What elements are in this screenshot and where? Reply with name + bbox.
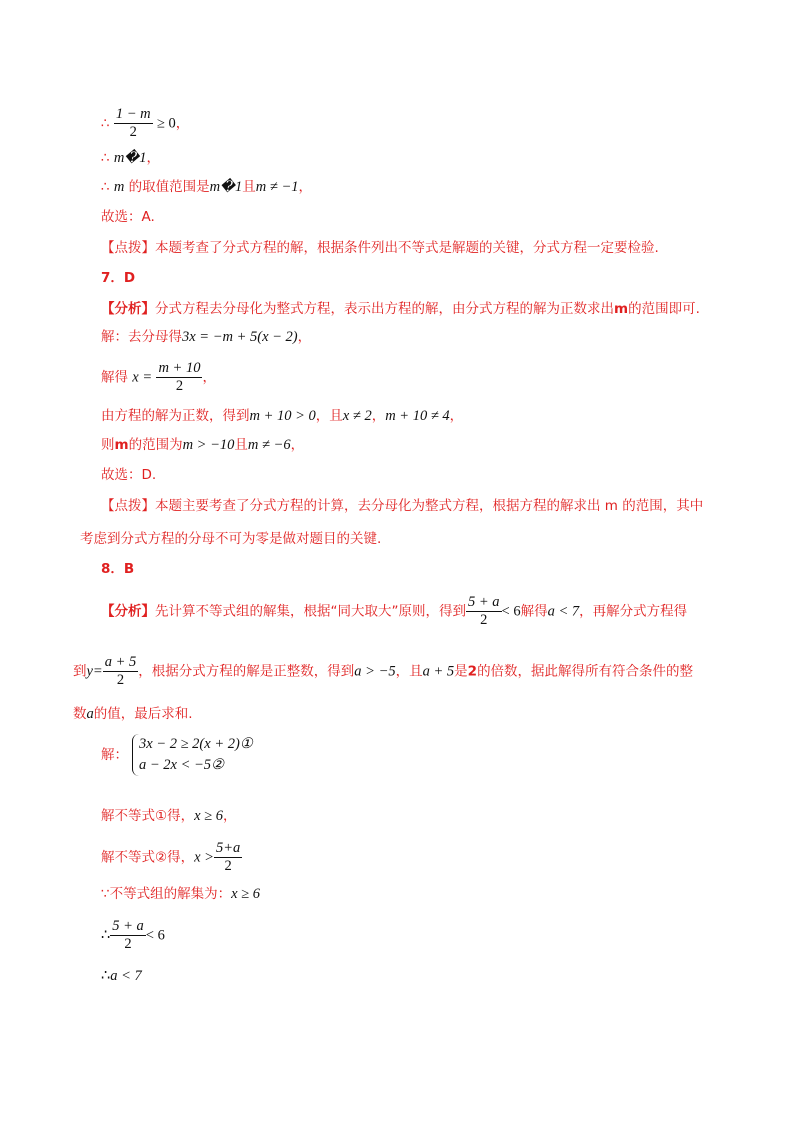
text: 是 <box>454 663 468 680</box>
fraction-denominator: 2 <box>124 936 132 952</box>
therefore-symbol: ∴ <box>101 968 111 984</box>
fraction-numerator: 5 + a <box>468 594 500 610</box>
fraction-denominator: 2 <box>480 612 488 628</box>
fraction-numerator: 1 − m <box>115 106 151 122</box>
fraction-denominator: 2 <box>224 858 232 874</box>
analysis-8 <box>101 594 687 629</box>
answer-choice: 故选：D. <box>101 467 157 483</box>
line-solve-x <box>101 360 216 395</box>
math-expression: m�1 <box>209 179 243 195</box>
math-expression: m ≠ −1 <box>255 179 299 195</box>
text: 由方程的解为正数，得到 <box>101 408 250 424</box>
inequality-system <box>132 734 253 776</box>
lhs: y= <box>86 663 103 680</box>
solve-inequality-1 <box>101 806 237 826</box>
text: 的范围为 <box>128 437 183 453</box>
math-expression: a + 5 <box>422 663 455 680</box>
text: 先计算不等式组的解集，根据“同大取大”原则，得到 <box>155 603 466 620</box>
fraction-denominator: 2 <box>116 672 125 688</box>
math-expression: m�1 <box>113 150 147 166</box>
fraction <box>103 654 139 689</box>
fraction <box>110 918 146 953</box>
line-therefore-a-lt-7 <box>101 966 142 986</box>
math-expression: a < 7 <box>110 968 142 984</box>
punctuation: ， <box>449 408 464 424</box>
solution-set-line <box>101 884 260 904</box>
text: 解不等式②得， <box>101 849 195 866</box>
fraction-numerator: m + 10 <box>158 360 201 376</box>
math-expression: m + 10 > 0 <box>249 408 316 424</box>
text: 解：去分母得 <box>101 329 182 345</box>
line-positive-solution <box>101 406 463 426</box>
therefore-symbol: ∴ <box>101 150 110 166</box>
text: 的取值范围是 <box>128 179 210 195</box>
analysis-tag: 【分析】 <box>101 603 155 620</box>
fraction-denominator: 2 <box>175 378 184 394</box>
text: 的值，最后求和. <box>93 706 193 722</box>
bold-number: 2 <box>467 663 478 680</box>
text: ，且 <box>395 663 423 680</box>
text: 到 <box>73 663 87 680</box>
math-expression: x ≥ 6 <box>194 808 224 824</box>
question-number-7: 7．D <box>101 270 136 286</box>
punctuation: ， <box>223 808 237 824</box>
relation: < 6 <box>501 603 521 620</box>
math-expression: a < 7 <box>547 603 580 620</box>
line-m-range-7 <box>101 435 304 455</box>
math-expression: x ≥ 6 <box>231 886 260 902</box>
text: 的倍数，据此解得所有符合条件的整 <box>477 663 694 680</box>
fraction-numerator: a + 5 <box>104 654 137 670</box>
punctuation: ， <box>298 179 312 195</box>
text: 分式方程去分母化为整式方程，表示出方程的解，由分式方程的解为正数求出 <box>155 301 614 317</box>
fraction <box>214 840 242 875</box>
analysis-8-end <box>73 704 193 724</box>
line-m-relation <box>101 148 160 168</box>
text: ，根据分式方程的解是正整数，得到 <box>138 663 355 680</box>
punctuation: ， <box>297 329 312 345</box>
fraction-numerator: 5 + a <box>112 918 144 934</box>
punctuation: ， <box>371 408 386 424</box>
text: 且 <box>234 437 248 453</box>
fraction <box>466 594 502 629</box>
math-expression: m ≠ −6 <box>247 437 291 453</box>
punctuation: ， <box>175 115 190 132</box>
fraction <box>156 360 202 395</box>
math-expression: m > −10 <box>182 437 235 453</box>
text: ∵不等式组的解集为： <box>101 886 232 902</box>
tip-note-continued: 考虑到分式方程的分母不可为零是做对题目的关键. <box>80 531 382 547</box>
text: 解得 <box>520 603 548 620</box>
fraction-denominator: 2 <box>129 124 137 140</box>
punctuation: ， <box>202 369 216 386</box>
tip-note: 【点拨】本题主要考查了分式方程的计算，去分母化为整式方程，根据方程的解求出 m 的范围，其中 <box>101 498 704 514</box>
system-row-1: 3x − 2 ≥ 2(x + 2)① <box>139 736 253 752</box>
relation: ≥ 0 <box>156 115 176 132</box>
system-row-2: a − 2x < −5② <box>139 757 225 773</box>
therefore-symbol: ∴ <box>101 927 111 944</box>
lhs: x > <box>194 849 214 866</box>
text: 解： <box>101 747 128 763</box>
text: ，再解分式方程得 <box>579 603 688 620</box>
lhs: x = <box>132 369 153 386</box>
line-clear-denominator <box>101 327 311 347</box>
text: 则 <box>101 437 115 453</box>
tip-note: 【点拨】本题考查了分式方程的解，根据条件列出不等式是解题的关键，分式方程一定要检验. <box>101 240 659 256</box>
math-expression: a > −5 <box>354 663 396 680</box>
answer-choice: 故选：A. <box>101 209 155 225</box>
analysis-7 <box>101 299 700 319</box>
text: 解不等式①得， <box>101 808 195 824</box>
text: ，且 <box>315 408 343 424</box>
punctuation: ， <box>146 150 160 166</box>
fraction-numerator: 5+a <box>215 840 241 856</box>
relation: < 6 <box>145 927 165 944</box>
line-therefore-fraction-ge-0 <box>101 106 189 141</box>
line-m-range <box>101 177 312 197</box>
math-expression: 3x = −m + 5(x − 2) <box>182 329 298 345</box>
analysis-8-continued <box>73 654 693 689</box>
text: 且 <box>242 179 256 195</box>
text: 解得 <box>101 369 128 386</box>
line-therefore-fraction-lt-6 <box>101 918 165 953</box>
text: 的范围即可. <box>628 301 700 317</box>
variable: m <box>113 179 125 195</box>
punctuation: ， <box>290 437 305 453</box>
question-number-8: 8．B <box>101 561 135 577</box>
analysis-tag: 【分析】 <box>101 301 155 317</box>
math-expression: x ≠ 2 <box>342 408 372 424</box>
variable: a <box>86 706 94 722</box>
therefore-symbol: ∴ <box>101 179 110 195</box>
therefore-symbol: ∴ <box>101 115 110 132</box>
text: 数 <box>73 706 87 722</box>
math-expression: m + 10 ≠ 4 <box>385 408 450 424</box>
fraction <box>114 106 153 141</box>
variable: m <box>114 437 129 453</box>
inequality-system-line <box>101 734 253 776</box>
variable: m <box>614 301 629 317</box>
solve-inequality-2 <box>101 840 242 875</box>
